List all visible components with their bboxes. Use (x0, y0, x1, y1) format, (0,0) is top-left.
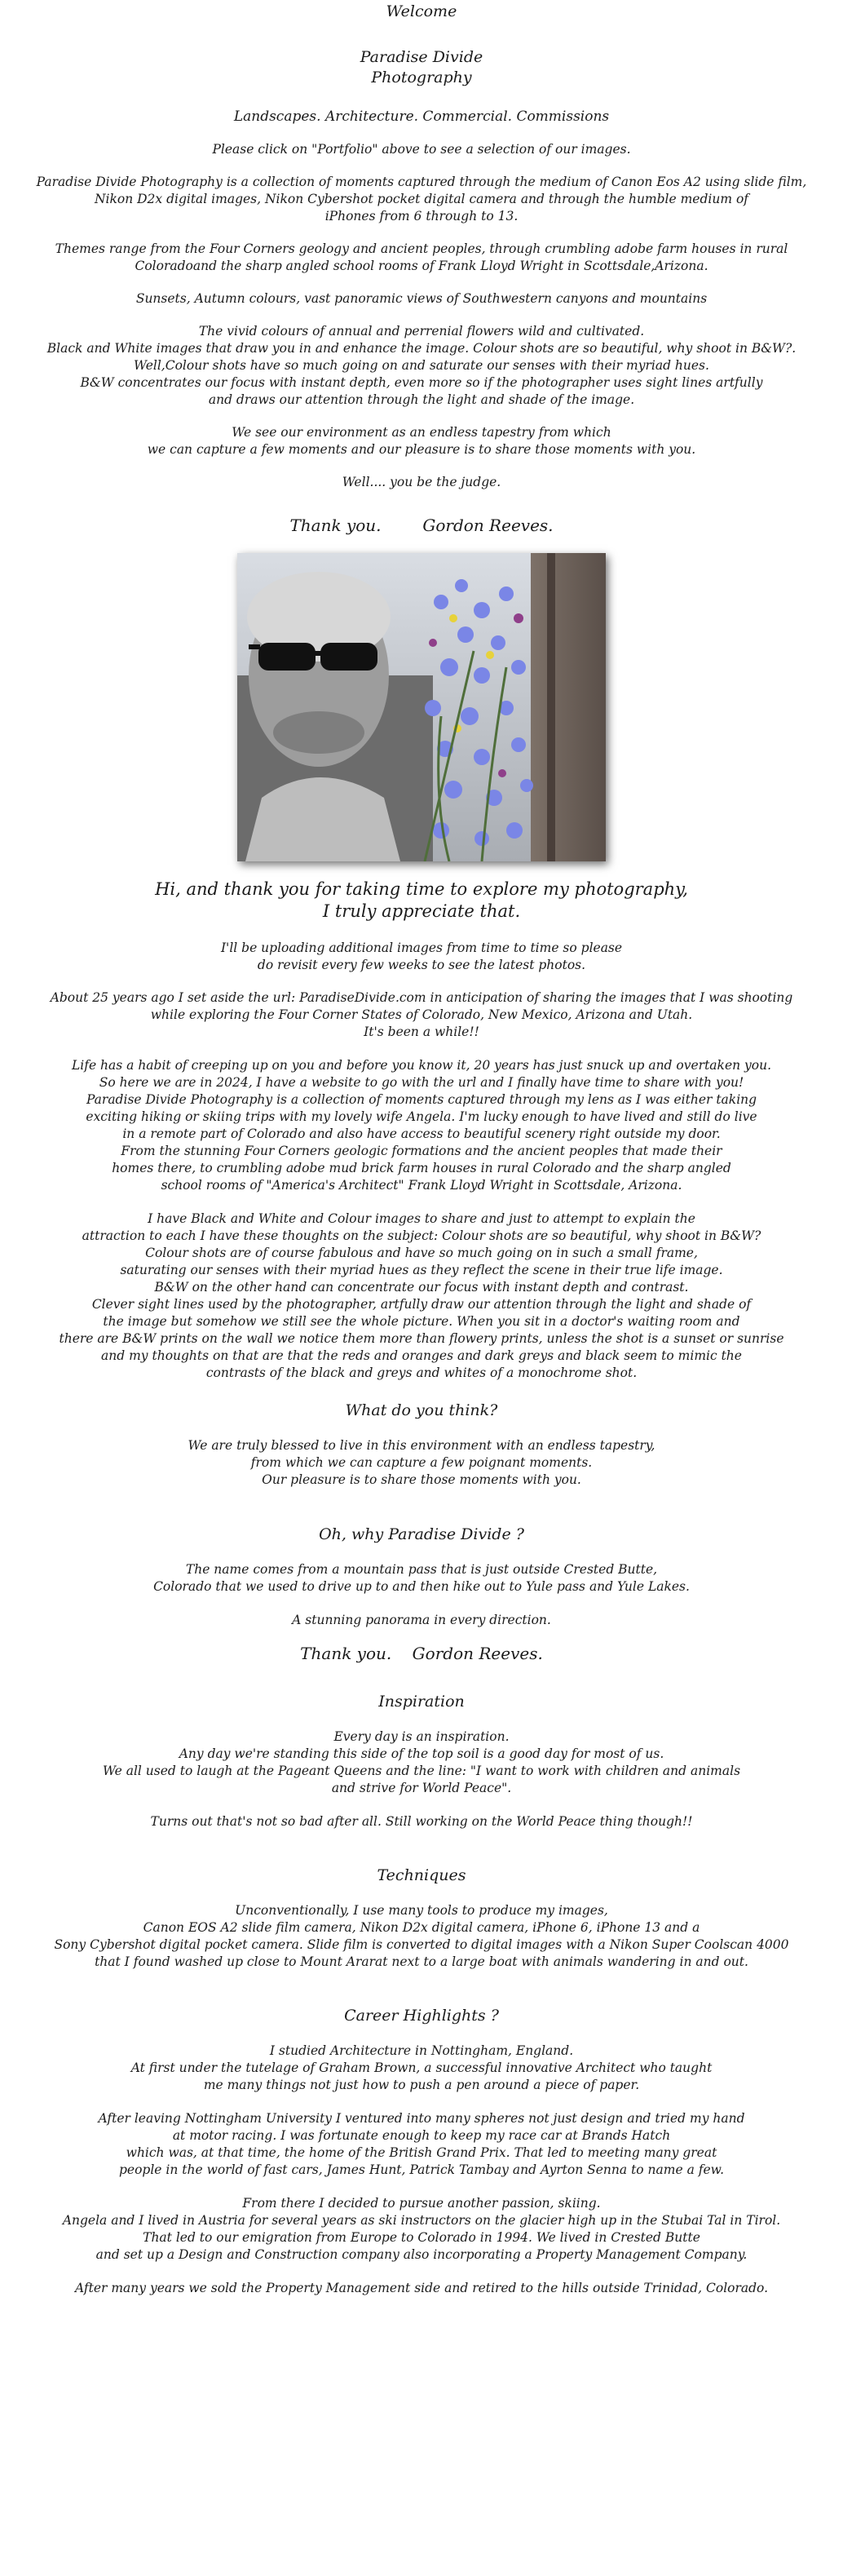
signature-mid: Thank you. Gordon Reeves. (300, 1644, 543, 1663)
turns-out-line: Turns out that's not so bad after all. Still working on the World Peace thing though!! (150, 1814, 693, 1829)
vivid-line: and draws our attention through the light and shade of the image. (208, 392, 635, 407)
intro-paragraph (0, 174, 843, 225)
page-content (0, 2, 843, 2297)
name-paragraph (0, 1561, 843, 1596)
themes-line: Coloradoand the sharp angled school rooms of Frank Lloyd Wright in Scottsdale,Arizona. (135, 259, 708, 273)
life-line: school rooms of "America's Architect" Frank Lloyd Wright in Scottsdale, Arizona. (161, 1178, 682, 1193)
career-heading: Career Highlights ? (344, 2007, 499, 2025)
brand-line-1: Paradise Divide (360, 48, 483, 66)
vivid-line: Black and White images that draw you in and enhance the image. Colour shots are so beautiful, why shoot in B&W?. (46, 341, 797, 356)
career-line: at motor racing. I was fortunate enough to keep my race car at Brands Hatch (172, 2128, 671, 2143)
inspiration-line: Any day we're standing this side of the top soil is a good day for most of us. (179, 1746, 664, 1761)
tapestry-paragraph (0, 424, 843, 458)
career-line: After leaving Nottingham University I ventured into many spheres not just design and tried my hand (98, 2111, 745, 2126)
life-line: homes there, to crumbling adobe mud brick farm houses in rural Colorado and the sharp angled (112, 1161, 731, 1175)
life-paragraph (0, 1057, 843, 1194)
bw-line: the image but somehow we still see the whole picture. When you sit in a doctor's waiting room and (103, 1314, 740, 1329)
inspiration-paragraph (0, 1728, 843, 1797)
techniques-line: Sony Cybershot digital pocket camera. Slide film is converted to digital images with a Nikon Super Coolscan 4000 (54, 1937, 789, 1952)
portrait-photo (237, 553, 606, 861)
themes-line: Themes range from the Four Corners geology and ancient peoples, through crumbling adobe farm houses in rural (55, 241, 788, 256)
life-line: So here we are in 2024, I have a website to go with the url and I finally have time to share with you! (99, 1075, 744, 1090)
portrait-with-flowers-image (237, 553, 606, 861)
techniques-paragraph (0, 1902, 843, 1971)
life-line: From the stunning Four Corners geologic formations and the ancient peoples that made their (121, 1144, 722, 1158)
career-line: people in the world of fast cars, James Hunt, Patrick Tambay and Ayrton Senna to name a few. (118, 2162, 725, 2177)
brand-line-2: Photography (371, 69, 472, 86)
bw-line: Colour shots are of course fabulous and have so much going on in such a small frame, (145, 1246, 698, 1260)
techniques-line: that I found washed up close to Mount Ararat next to a large boat with animals wandering in and out. (95, 1954, 748, 1969)
career-paragraph-3 (0, 2195, 843, 2264)
vivid-line: B&W concentrates our focus with instant depth, even more so if the photographer uses sight lines artfully (80, 375, 763, 390)
signature-top: Thank you. Gordon Reeves. (289, 516, 554, 535)
tagline: Landscapes. Architecture. Commercial. Commissions (233, 108, 610, 125)
techniques-line: Unconventionally, I use many tools to produce my images, (235, 1903, 608, 1918)
portfolio-note: Please click on "Portfolio" above to see a selection of our images. (212, 142, 631, 157)
bw-line: contrasts of the black and greys and whites of a monochrome shot. (205, 1365, 638, 1380)
why-heading: Oh, why Paradise Divide ? (319, 1525, 524, 1543)
intro-line: Paradise Divide Photography is a collection of moments captured through the medium of Canon Eos A2 using slide film, (36, 175, 807, 189)
inspiration-line: and strive for World Peace". (331, 1781, 512, 1795)
bw-line: and my thoughts on that are that the reds and oranges and dark greys and black seem to mimic the (101, 1348, 742, 1363)
techniques-heading: Techniques (377, 1866, 466, 1884)
uploading-paragraph (0, 940, 843, 974)
bw-line: saturating our senses with their myriad hues as they reflect the scene in their true life image. (120, 1263, 723, 1277)
hi-line: I truly appreciate that. (322, 901, 521, 921)
tapestry-line: we can capture a few moments and our pleasure is to share those moments with you. (147, 442, 696, 457)
career-line: That led to our emigration from Europe to Colorado in 1994. We lived in Crested Butte (143, 2230, 700, 2245)
life-line: in a remote part of Colorado and also have access to beautiful scenery right outside my door. (122, 1126, 721, 1141)
about-line: It's been a while!! (364, 1025, 479, 1039)
bw-paragraph (0, 1211, 843, 1382)
blessed-line: from which we can capture a few poignant moments. (250, 1455, 593, 1470)
inspiration-line: Every day is an inspiration. (333, 1729, 510, 1744)
life-line: exciting hiking or skiing trips with my lovely wife Angela. I'm lucky enough to have lived and still do live (86, 1109, 757, 1124)
career-line: Angela and I lived in Austria for several years as ski instructors on the glacier high up in the Stubai Tal in Tirol. (62, 2213, 781, 2228)
career-line: and set up a Design and Construction company also incorporating a Property Management Company. (95, 2247, 748, 2262)
career-line: which was, at that time, the home of the British Grand Prix. That led to meeting many great (126, 2145, 717, 2160)
about-line: while exploring the Four Corner States of Colorado, New Mexico, Arizona and Utah. (150, 1007, 693, 1022)
career-line: me many things not just how to push a pen around a piece of paper. (203, 2078, 640, 2092)
intro-line: iPhones from 6 through to 13. (324, 209, 519, 224)
bw-line: there are B&W prints on the wall we notice them more than flowery prints, unless the shot is a sunset or sunrise (59, 1331, 784, 1346)
vivid-line: Well,Colour shots have so much going on and saturate our senses with their myriad hues. (134, 358, 709, 373)
life-line: Life has a habit of creeping up on you and before you know it, 20 years has just snuck up and overtaken you. (71, 1058, 772, 1073)
about-paragraph (0, 989, 843, 1041)
blessed-paragraph (0, 1437, 843, 1489)
inspiration-line: We all used to laugh at the Pageant Queens and the line: "I want to work with children and animals (102, 1764, 741, 1778)
hi-line: Hi, and thank you for taking time to explore my photography, (155, 879, 688, 899)
judge-line: Well.... you be the judge. (342, 475, 501, 489)
welcome-heading: Welcome (386, 2, 457, 20)
life-line: Paradise Divide Photography is a collection of moments captured through my lens as I was either taking (86, 1092, 757, 1107)
career-line: At first under the tutelage of Graham Brown, a successful innovative Architect who taught (130, 2060, 713, 2075)
uploading-line: do revisit every few weeks to see the latest photos. (257, 958, 586, 972)
hi-heading (0, 879, 843, 923)
bw-line: Clever sight lines used by the photographer, artfully draw our attention through the light and shade of (91, 1297, 752, 1312)
blessed-line: Our pleasure is to share those moments with you. (262, 1472, 581, 1487)
intro-line: Nikon D2x digital images, Nikon Cybershot pocket digital camera and through the humble medium of (94, 192, 749, 206)
themes-paragraph (0, 241, 843, 275)
uploading-line: I'll be uploading additional images from time to time so please (220, 941, 623, 955)
name-line: The name comes from a mountain pass that is just outside Crested Butte, (185, 1562, 658, 1577)
career-paragraph-2 (0, 2110, 843, 2179)
panorama-line: A stunning panorama in every direction. (292, 1613, 551, 1627)
tapestry-line: We see our environment as an endless tapestry from which (232, 425, 611, 440)
bw-line: B&W on the other hand can concentrate our focus with instant depth and contrast. (154, 1280, 689, 1295)
career-line: I studied Architecture in Nottingham, England. (269, 2043, 574, 2058)
blessed-line: We are truly blessed to live in this environment with an endless tapestry, (188, 1438, 655, 1453)
about-line: About 25 years ago I set aside the url: ParadiseDivide.com in anticipation of sharing the images that I was shooting (50, 990, 793, 1005)
bw-line: I have Black and White and Colour images to share and just to attempt to explain the (148, 1211, 695, 1226)
what-heading: What do you think? (345, 1401, 498, 1419)
career-line: From there I decided to pursue another passion, skiing. (242, 2196, 601, 2211)
inspiration-heading: Inspiration (378, 1693, 465, 1711)
techniques-line: Canon EOS A2 slide film camera, Nikon D2x digital camera, iPhone 6, iPhone 13 and a (143, 1920, 700, 1935)
sunsets-line: Sunsets, Autumn colours, vast panoramic views of Southwestern canyons and mountains (135, 291, 708, 306)
career-paragraph-4: After many years we sold the Property Management side and retired to the hills outside Trinidad, Colorado. (74, 2281, 769, 2295)
bw-line: attraction to each I have these thoughts on the subject: Colour shots are so beautiful, why shoot in B&W? (82, 1228, 761, 1243)
career-paragraph-1 (0, 2043, 843, 2094)
vivid-paragraph (0, 323, 843, 409)
name-line: Colorado that we used to drive up to and then hike out to Yule pass and Yule Lakes. (153, 1579, 690, 1594)
vivid-line: The vivid colours of annual and perrenial flowers wild and cultivated. (198, 324, 645, 339)
